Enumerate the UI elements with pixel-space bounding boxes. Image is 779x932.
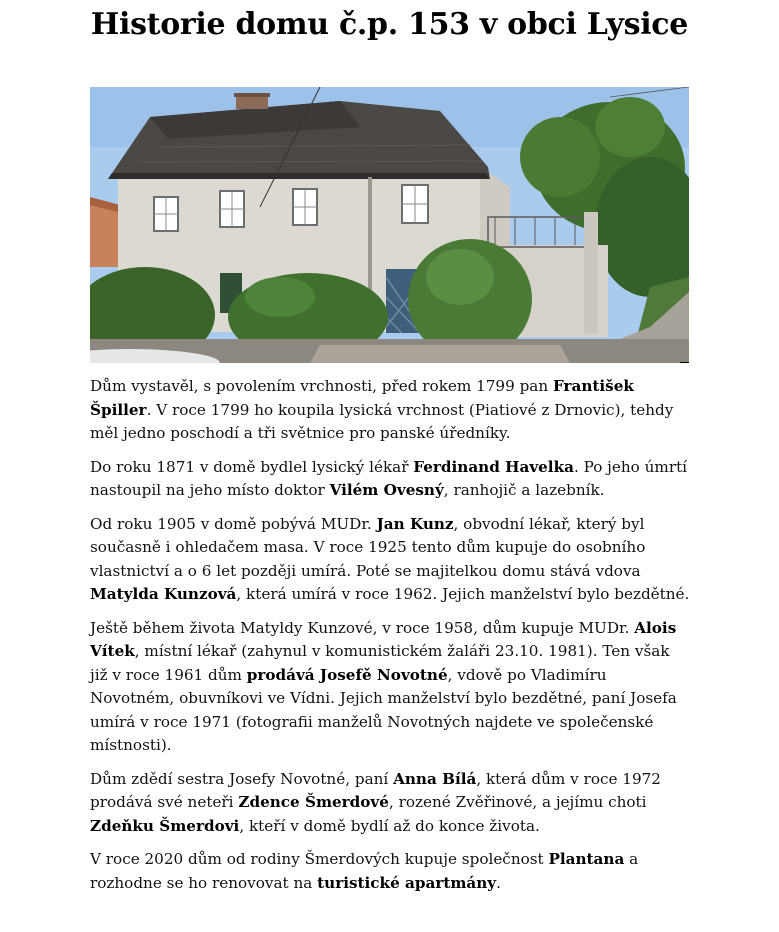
highlighted-name: Anna Bílá — [393, 769, 477, 788]
paragraph — [90, 375, 690, 446]
text-run: , obvodní lékař, který byl současně i ohledačem masa. V roce 1925 tento dům kupuje do osobního vlastnictví a o 6 let později umírá. Poté se majitelkou domu stává vdova — [90, 514, 646, 580]
house-photo — [90, 87, 689, 363]
text-run: Do roku 1871 v domě bydlel lysický lékař — [90, 457, 414, 476]
paragraph — [90, 513, 690, 607]
text-run: , vdově po Vladimíru Novotném, obuvníkovi ve Vídni. Jejich manželství bylo bezdětné, paní Josefa umírá v roce 1971 (fotografii manželů Novotných najdete ve společenské místnosti). — [90, 665, 677, 754]
paragraph — [90, 456, 690, 503]
text-run: . — [496, 873, 501, 892]
highlighted-name: Matylda Kunzová — [90, 585, 237, 603]
highlighted-name: turistické apartmány — [317, 873, 497, 892]
highlighted-name: Jan Kunz — [376, 514, 454, 533]
highlighted-name: František Špiller — [90, 377, 634, 419]
paragraph — [90, 617, 690, 758]
text-run: Ještě během života Matyldy Kunzové, v roce 1958, dům kupuje MUDr. — [90, 618, 635, 637]
text-run: . V roce 1799 ho koupila lysická vrchnost (Piatiové z Drnovic), tehdy měl jedno poschodí a tři světnice pro panské úředníky. — [90, 400, 674, 442]
text-run: . Po jeho úmrtí nastoupil na jeho místo doktor — [90, 457, 688, 499]
page-title: Historie domu č.p. 153 v obci Lysice — [90, 7, 689, 42]
text-run: a rozhodne se ho renovovat na — [90, 850, 639, 892]
highlighted-name: Alois Vítek — [90, 618, 677, 660]
highlighted-name: Zdence Šmerdové — [238, 793, 389, 811]
text-run: , místní lékař (zahynul v komunistickém žaláři 23.10. 1981). Ten však již v roce 1961 dům — [90, 642, 670, 684]
paragraph — [90, 768, 690, 839]
text-run: , rozené Zvěřinové, a jejímu choti — [388, 793, 647, 811]
history-article — [90, 375, 690, 905]
text-run: Od roku 1905 v domě pobývá MUDr. — [90, 514, 377, 533]
highlighted-name: Plantana — [548, 850, 625, 868]
text-run: Dům zdědí sestra Josefy Novotné, paní — [90, 769, 394, 788]
text-run: V roce 2020 dům od rodiny Šmerdových kupuje společnost — [90, 850, 549, 868]
text-run: , která umírá v roce 1962. Jejich manželství bylo bezdětné. — [236, 585, 690, 603]
text-run: , ranhojič a lazebník. — [443, 481, 605, 499]
paragraph — [90, 848, 690, 895]
highlighted-name: Ferdinand Havelka — [413, 457, 574, 476]
highlighted-name: Zdeňku Šmerdovi — [90, 816, 240, 835]
text-run: , kteří v domě bydlí až do konce života. — [239, 816, 540, 835]
text-run: Dům vystavěl, s povolením vrchnosti, před rokem 1799 pan — [90, 377, 553, 395]
text-run: , která dům v roce 1972 prodává své neteři — [90, 769, 661, 811]
highlighted-name: Vilém Ovesný — [329, 481, 444, 499]
highlighted-name: prodává Josefě Novotné — [246, 665, 448, 684]
